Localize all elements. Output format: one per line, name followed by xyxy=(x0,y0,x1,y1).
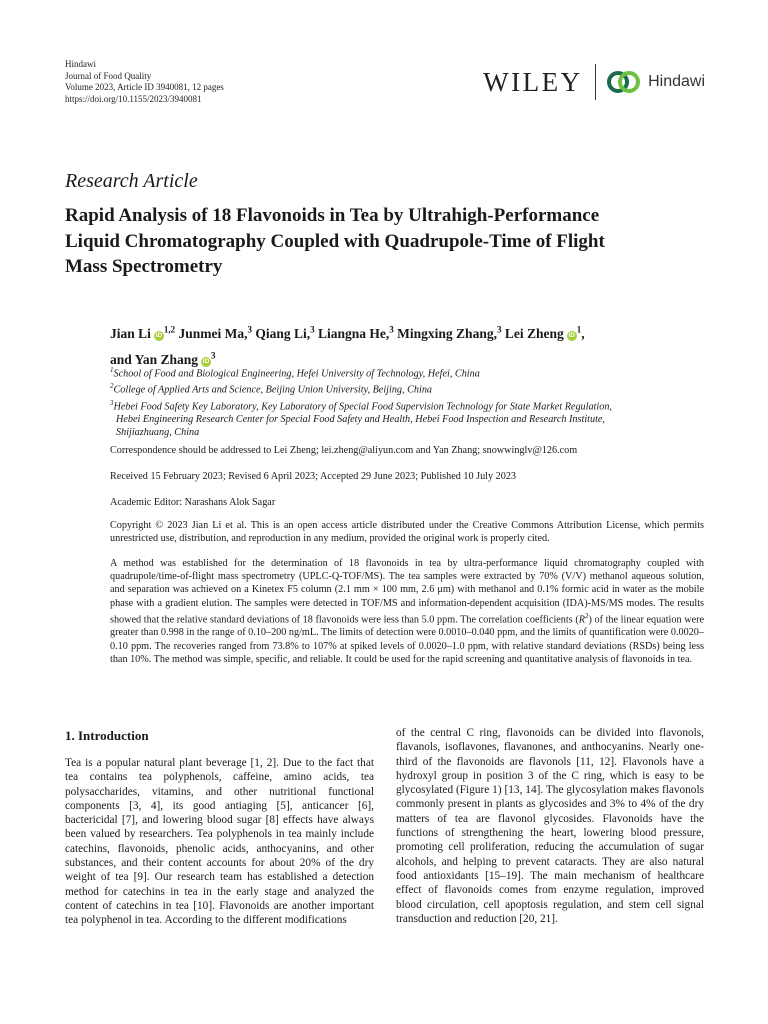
author[interactable]: Junmei Ma,$^3$ xyxy=(178,324,253,341)
body-column-right: of the central C ring, flavonoids can be divided into flavonols, flavanols, isoflavones, flavanones, and anthocyanins. Nearly one-third of the flavonoids are flavonols [11, 12]. Flavonols have a hydroxyl group in position 3 of the C ring, which is easy to be glycosylated (Figure 1) [13, 14]. The glycosylation makes flavonols commonly present in plants as glycosides and 3% to 4% of the dry matters of tea are flavonol glycosides. Flavonoids have the functions of strengthening the heart, lowering blood pressure, promoting cell proliferation, reducing the accumulation of sugar alcohols, and helping to prevent cataracts. They are also natural food antioxidants [15–19]. The main mechanism of healthcare effect of flavonoids comes from enzyme regulation, improved blood circulation, cell apoptosis regulation, and stem cell signal transduction and reduction [20, 21]. xyxy=(396,727,704,925)
hindawi-rings-icon xyxy=(606,70,642,94)
publisher-name: Hindawi xyxy=(65,59,96,69)
journal-meta xyxy=(65,59,224,105)
journal-name: Journal of Food Quality xyxy=(65,70,152,81)
academic-editor: Academic Editor: Narashans Alok Sagar xyxy=(110,497,276,508)
author[interactable]: Liangna He,$^3$ xyxy=(318,324,394,341)
author[interactable]: Mingxing Zhang,$^3$ xyxy=(397,324,502,341)
affiliation: $^2$College of Applied Arts and Science, Beijing Union University, Beijing, China xyxy=(110,382,433,396)
affiliation-continued: Hebei Engineering Research Center for Special Food Safety and Health, Hebei Food Inspection and Research Institute, xyxy=(116,414,605,426)
doi-link[interactable]: https://doi.org/10.1155/2023/3940081 xyxy=(65,93,202,104)
orcid-icon[interactable]: iD xyxy=(155,331,163,339)
article-type: Research Article xyxy=(65,170,198,192)
affiliation: $^1$School of Food and Biological Engineering, Hefei University of Technology, Hefei, China xyxy=(110,366,480,380)
publisher-logo xyxy=(483,62,705,102)
abstract: A method was established for the determination of 18 flavonoids in tea by ultra-performance liquid chromatography coupled with quadrupole/time-of-flight mass spectrometry (UPLC-Q-TOF/MS). The tea samples were extracted by 70% (V/V) methanol aqueous solution, and separation was achieved on a Kinetex F5 column (2.1 mm × 100 mm, 2.6 μm) with methanol and 0.1% formic acid in water as the mobile phase with a gradient elution. The samples were detected in TOF/MS and information-dependent acquisition (IDA)-MS/MS modes. The results showed that the relative standard deviations of 18 flavonoids were less than 5.0 ppm. The correlation coefficients $(R^2)$ of the linear equation were greater than 0.998 in the range of 0.10–200 ng/mL. The limits of detection were 0.0010–0.040 ppm, and the limits of quantification were 0.0020–0.10 ppm. The recoveries ranged from 73.8% to 107% at spiked levels of 0.0020–1.0 ppm, with relative standard deviations (RSDs) being less than 10%. The method was simple, specific, and reliable. It could be used for the rapid screening and quantitative analysis of flavonoids in tea. xyxy=(110,558,705,665)
title-line: Rapid Analysis of 18 Flavonoids in Tea by Ultrahigh-Performance xyxy=(65,205,600,226)
hindawi-logo-text: Hindawi xyxy=(648,73,705,90)
article-title xyxy=(65,203,715,280)
orcid-icon[interactable]: iD xyxy=(202,358,210,365)
author[interactable]: Qiang Li,$^3$ xyxy=(255,324,315,341)
logo-divider xyxy=(595,64,597,100)
author[interactable]: and Yan Zhang $iD^3$ xyxy=(110,350,216,367)
title-line: Mass Spectrometry xyxy=(65,256,223,277)
correspondence: Correspondence should be addressed to Lei Zheng; lei.zheng@aliyun.com and Yan Zhang; snowwinglv@126.com xyxy=(110,445,578,456)
affiliations xyxy=(110,364,710,439)
section-heading: 1. Introduction xyxy=(65,728,149,743)
affiliation-continued: Shijiazhuang, China xyxy=(116,427,200,439)
wiley-logo-text: WILEY xyxy=(483,66,583,97)
copyright-notice: Copyright © 2023 Jian Li et al. This is an open access article distributed under the Creative Commons Attribution License, which permits unrestricted use, distribution, and reproduction in any medium, provided the original work is properly cited. xyxy=(110,520,704,544)
volume-line: Volume 2023, Article ID 3940081, 12 pages xyxy=(65,82,224,92)
body-column-left: Tea is a popular natural plant beverage [1, 2]. Due to the fact that tea contains tea polyphenols, caffeine, amino acids, tea polysaccharides, vitamins, and other nutritional functional components [3, 4], its good antiaging [5], anticancer [6], bactericidal [7], and lowering blood sugar [8] effects have always been valued by researchers. Tea polyphenols in tea mainly include catechins, flavonoids, phenolic acids, anthocyanins, and other substances, and their content accounts for about 20% of the dry weight of tea [9]. Our research team has established a detection method for catechins in tea in the early stage and analyzed the content of catechins in tea [10]. Flavonoids are another important tea polyphenol in tea. According to the different modifications xyxy=(65,757,374,927)
publication-dates: Received 15 February 2023; Revised 6 April 2023; Accepted 29 June 2023; Published 10 July 2023 xyxy=(110,471,517,482)
author[interactable]: Lei Zheng $iD^1$, xyxy=(504,324,585,341)
affiliation: $^3$Hebei Food Safety Key Laboratory, Key Laboratory of Special Food Supervision Technology for State Market Regulation, xyxy=(110,398,612,413)
orcid-icon[interactable]: iD xyxy=(568,331,575,339)
author[interactable]: Jian Li iD$^{1,2}$ xyxy=(110,324,176,341)
title-line: Liquid Chromatography Coupled with Quadrupole-Time of Flight xyxy=(65,230,605,252)
